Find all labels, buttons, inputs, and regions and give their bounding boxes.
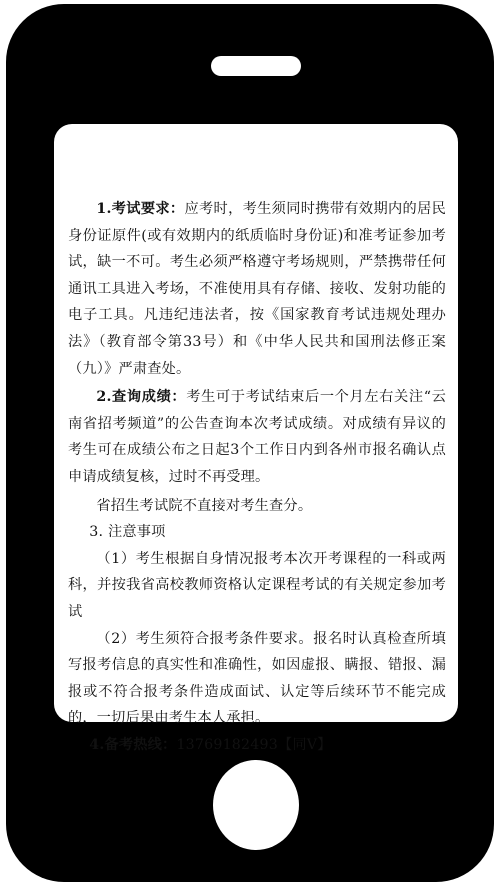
home-button[interactable] [213, 760, 299, 850]
section-heading: 2.查询成绩： [96, 389, 187, 406]
section-notes-heading: 3. 注意事项 [89, 524, 166, 541]
notes-item-2: （2）考生须符合报考条件要求。报名时认真检查所填写报考信息的真实性和准确性，如因虚报、瞒报、错报、漏报或不符合报考条件造成面试、认定等后续环节不能完成的，一切后果由考生本人承担。 [68, 630, 446, 727]
notes-item-1: （1）考生根据自身情况报考本次开考课程的一科或两科，并按我省高校教师资格认定课程考试的有关规定参加考试 [68, 550, 446, 620]
section-heading: 1.考试要求： [96, 201, 185, 217]
phone-frame [6, 4, 494, 882]
section-heading: 4.备考热线： [89, 736, 177, 753]
section-text: 考生可于考试结束后一个月左右关注“云南省招考频道”的公告查询本次考试成绩。对成绩有异议的考生可在成绩公布之日起3个工作日内到各州市报名确认点申请成绩复核，过时不再受理。 [68, 389, 446, 485]
hotline-number: 13769182493【同V】 [176, 736, 332, 753]
phone-screen [54, 124, 458, 753]
notice-content [68, 196, 446, 758]
section-score-query [68, 384, 446, 490]
speaker-slot [211, 56, 301, 76]
section-hotline [68, 732, 446, 759]
section-text: 应考时，考生须同时携带有效期内的居民身份证原件(或有效期内的纸质临时身份证)和准考证参加考试，缺一不可。考生必须严格遵守考场规则，严禁携带任何通讯工具进入考场，不准使用具有存储、接收、发射功能的电子工具。凡违纪违法者，按《国家教育考试违规处理办法》（教育部令第33号）和《中华人民共和国刑法修正案（九）》严肃查处。 [68, 201, 446, 377]
section-exam-requirements [68, 196, 446, 382]
score-note: 省招生考试院不直接对考生查分。 [96, 497, 313, 514]
